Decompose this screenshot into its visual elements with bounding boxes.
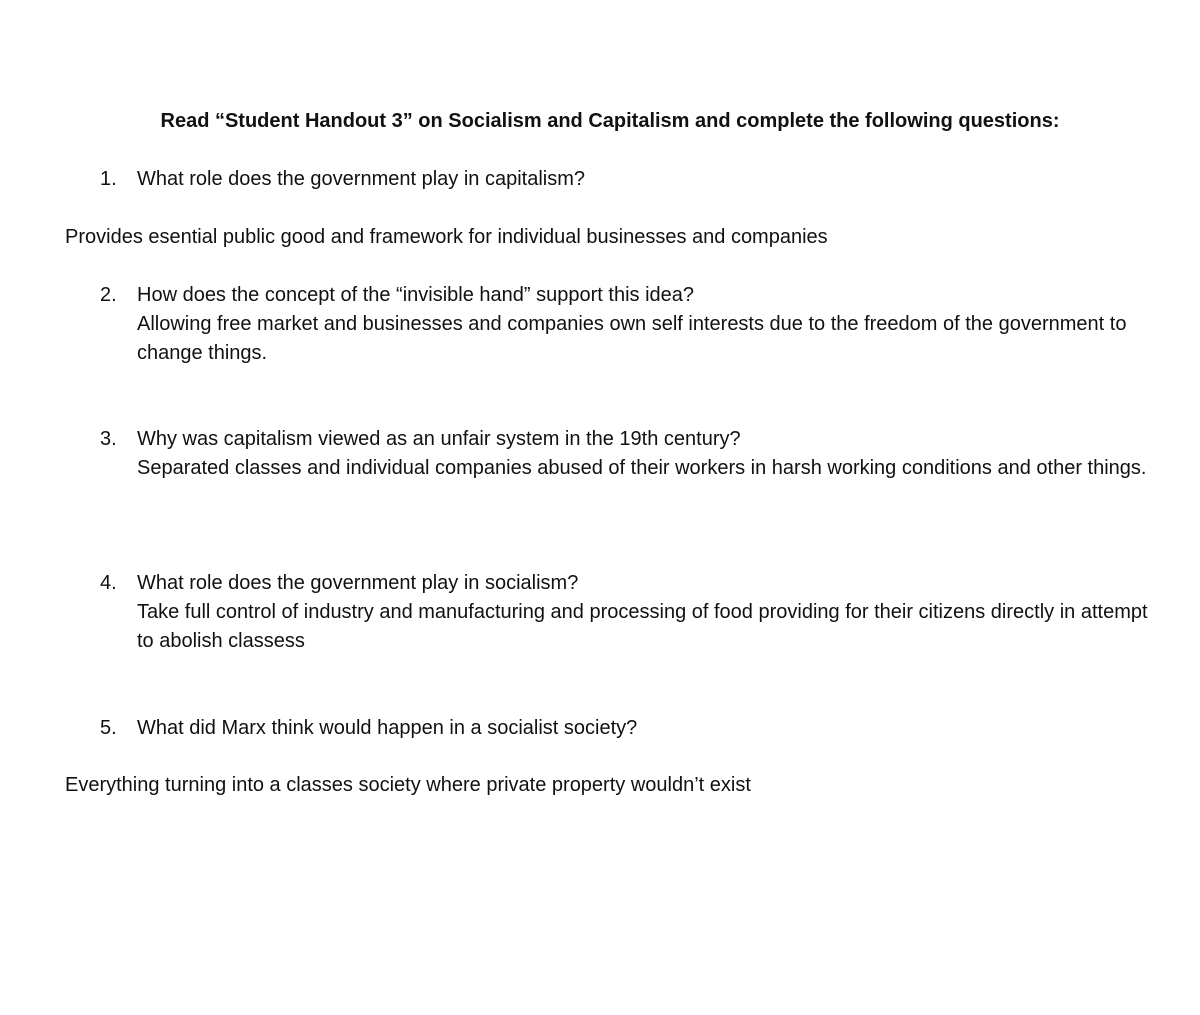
question-number: 1. [100, 168, 117, 190]
question-number: 4. [100, 572, 117, 594]
answer-1: Provides esential public good and framework for individual businesses and companies [65, 226, 828, 248]
answer-2: Allowing free market and businesses and companies own self interests due to the freedom of the government to change things. [137, 313, 1127, 364]
answer-4: Take full control of industry and manufacturing and processing of food providing for their citizens directly in attempt to abolish classess [137, 601, 1148, 652]
page-title: Read “Student Handout 3” on Socialism and Capitalism and complete the following questions: [160, 110, 1060, 132]
question-text: What did Marx think would happen in a socialist society? [137, 717, 638, 739]
question-number: 2. [100, 284, 117, 306]
question-number: 5. [100, 717, 117, 739]
question-text: What role does the government play in capitalism? [137, 168, 586, 190]
question-text: How does the concept of the “invisible hand” support this idea? [137, 284, 695, 306]
question-text: What role does the government play in socialism? [137, 572, 579, 594]
answer-3: Separated classes and individual companies abused of their workers in harsh working conditions and other things. [137, 457, 1147, 479]
question-text: Why was capitalism viewed as an unfair system in the 19th century? [137, 428, 741, 450]
answer-5: Everything turning into a classes society where private property wouldn’t exist [65, 774, 751, 796]
question-number: 3. [100, 428, 117, 450]
